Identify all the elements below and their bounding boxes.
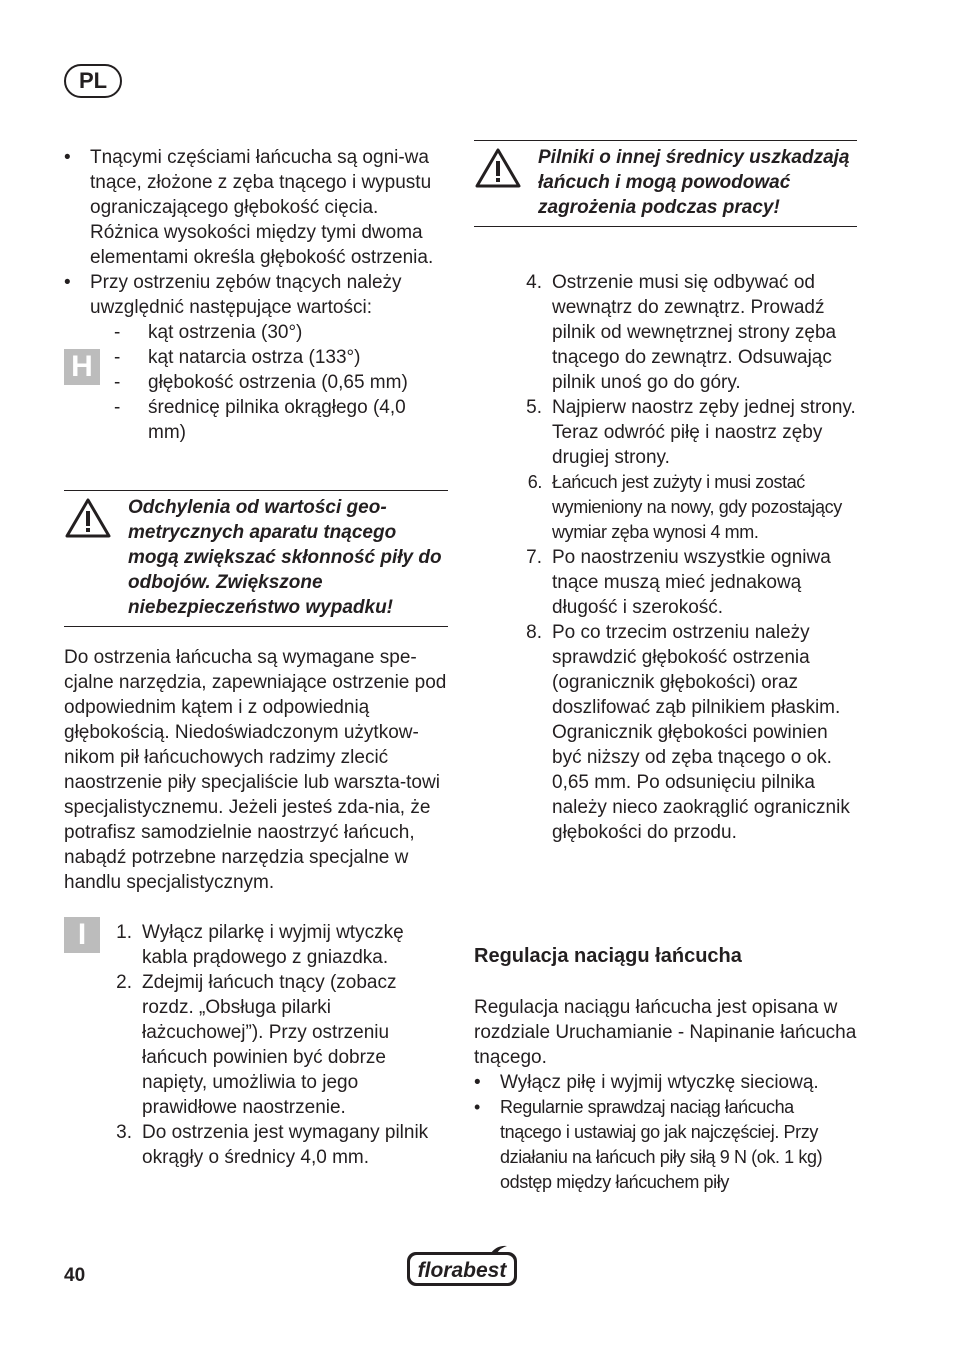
bullet-icon: • xyxy=(474,1072,481,1093)
section-tab-i: I xyxy=(64,917,100,953)
tension-paragraph: Regulacja naciągu łańcucha jest opisana w rozdziale Uruchamianie - Napinanie łańcucha tnącego. xyxy=(474,997,857,1068)
brand-wordmark: florabest xyxy=(417,1259,507,1282)
steps-list-left xyxy=(98,920,448,1170)
warning-triangle-icon xyxy=(474,145,538,220)
bullet-icon: • xyxy=(64,147,71,168)
list-item: 6. Łańcuch jest zużyty i musi zostać wymieniony na nowy, gdy pozostający wymiar zęba wynosi 4 mm. xyxy=(527,472,842,542)
list-item: - kąt natarcia ostrza (133°) xyxy=(114,347,361,368)
warning-text: Pilniki o innej średnicy uszkadzają łańcuch i mogą powodować zagrożenia podczas pracy! xyxy=(538,147,850,218)
list-item: 8. Po co trzecim ostrzeniu należy sprawdzić głębokość ostrzenia (ogranicznik głębokości) oraz doszlifować ząb pilnikiem płaskim. Ogranicznik głębokości powinien być niższy od zęba tnącego o ok. 0,65 mm. Po odsunięciu pilnika należy nieco zaokrąglić ogranicznik głębokości do przodu. xyxy=(526,622,850,843)
language-badge: PL xyxy=(64,64,122,98)
list-item: 7. Po naostrzeniu wszystkie ogniwa tnące muszą mieć jednakową długość i szerokość. xyxy=(526,547,831,618)
list-item: - głębokość ostrzenia (0,65 mm) xyxy=(114,372,408,393)
tools-paragraph: Do ostrzenia łańcucha są wymagane spe-cjalne narzędzia, zapewniające ostrzenie pod odpowiednim kątem i z odpowiednią głębokością. Niedoświadczonym użytkow-nikom pił łańcuchowych radzimy zlecić naostrzenie piły specjaliście lub warszta-towi specjalistycznemu. Jeżeli jesteś zda-nia, że potrafisz samodzielnie naostrzyć łańcuch, nabądź potrzebne narzędzia specjalne w handlu specjalistycznym. xyxy=(64,647,447,893)
list-item: 2. Zdejmij łańcuch tnący (zobacz rozdz. „Obsługa pilarki łażcuchowej”). Przy ostrzeniu łańcuch powinien być dobrze napięty, umożliwia to jego prawidłowe naostrzenie. xyxy=(116,972,397,1118)
list-item: 1. Wyłącz pilarkę i wyjmij wtyczkę kabla prądowego z gniazdka. xyxy=(116,922,404,968)
list-item: • Wyłącz piłę i wyjmij wtyczkę sieciową. xyxy=(474,1072,819,1093)
list-item: • Regularnie sprawdzaj naciąg łańcucha tnącego i ustawiaj go jak najczęściej. Przy działaniu na łańcuch piły siłą 9 N (ok. 1 kg) odstęp między łańcuchem piły xyxy=(474,1095,857,1195)
brand-logo xyxy=(405,1244,519,1288)
list-item: - średnicę pilnika okrągłego (4,0 mm) xyxy=(114,397,406,443)
list-item xyxy=(64,145,448,270)
page-number: 40 xyxy=(64,1265,86,1286)
warning-triangle-icon xyxy=(64,495,128,620)
bullet-text: Tnącymi częściami łańcucha są ogni-wa tnące, złożone z zęba tnącego i wypustu ograniczającego głębokość cięcia. Różnica wysokości między tymi dwoma elementami określa głębokość ostrzenia. xyxy=(90,147,434,268)
bullet-icon: • xyxy=(64,272,71,293)
left-column xyxy=(64,145,448,445)
bullet-icon: • xyxy=(474,1097,480,1117)
list-item xyxy=(64,270,448,320)
list-item: 5. Najpierw naostrz zęby jednej strony. Teraz odwróć piłę i naostrz zęby drugiej strony. xyxy=(526,397,856,468)
dash-list xyxy=(64,320,448,445)
section-tab-h: H xyxy=(64,349,100,385)
warning-box-file xyxy=(474,140,857,227)
tension-bullets xyxy=(474,1070,857,1195)
warning-text: Odchylenia od wartości geo-metrycznych aparatu tnącego mogą zwiększać skłonność piły do odbojów. Zwiększone niebezpieczeństwo wypadku! xyxy=(128,497,442,618)
list-item: - kąt ostrzenia (30°) xyxy=(114,322,303,343)
section-heading: Regulacja naciągu łańcucha xyxy=(474,945,742,967)
bullet-text: Przy ostrzeniu zębów tnących należy uwzględnić następujące wartości: xyxy=(90,272,402,318)
warning-box-geometry xyxy=(64,490,448,627)
list-item: 3. Do ostrzenia jest wymagany pilnik okrągły o średnicy 4,0 mm. xyxy=(116,1122,429,1168)
list-item: 4. Ostrzenie musi się odbywać od wewnątrz do zewnątrz. Prowadź pilnik od wewnętrznej strony zęba tnącego do zewnątrz. Odsuwając pilnik unoś go do góry. xyxy=(526,272,837,393)
steps-list-right xyxy=(508,270,858,845)
